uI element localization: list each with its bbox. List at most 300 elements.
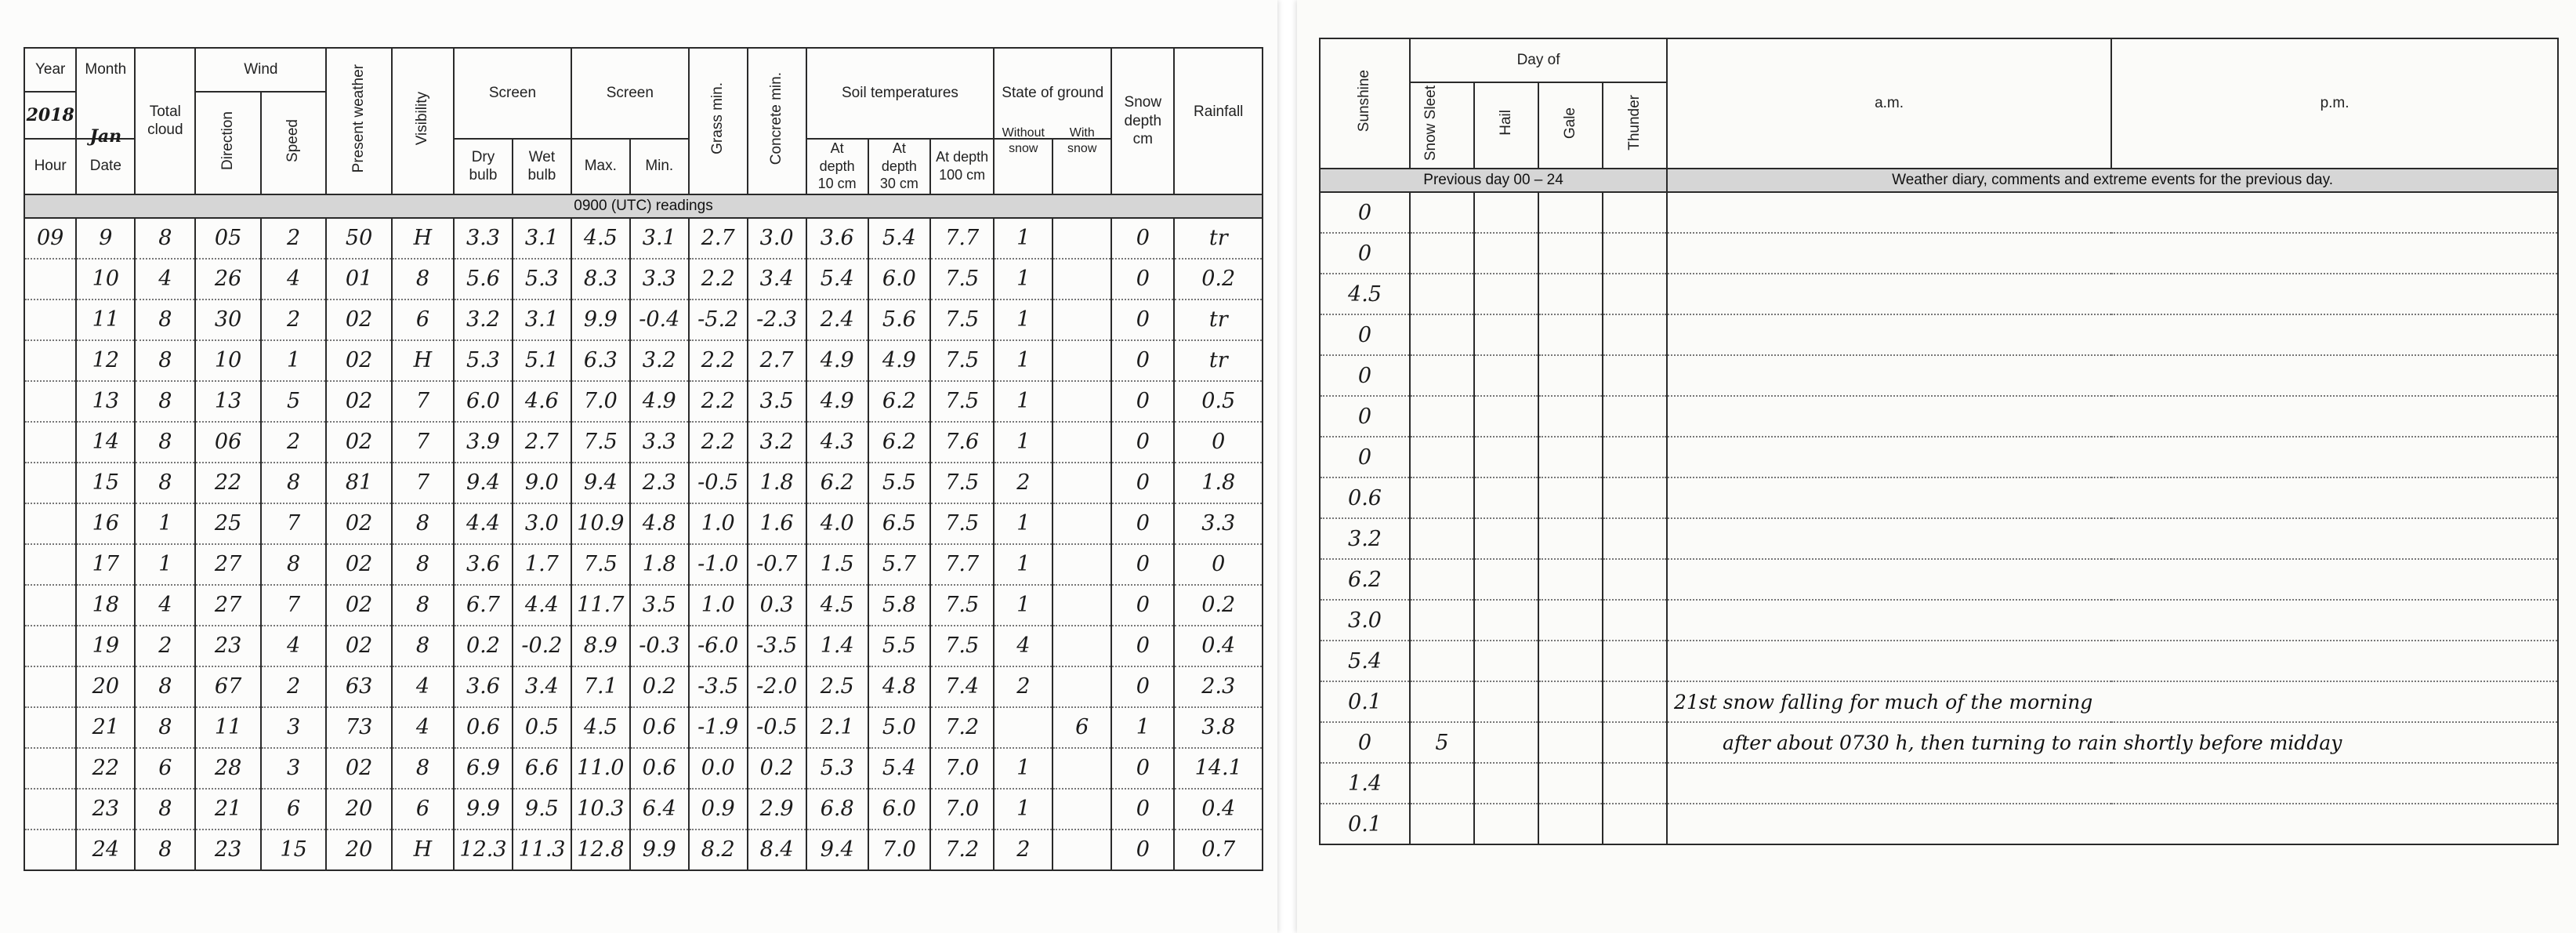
previous-day-band: Previous day 00 – 24 bbox=[1320, 169, 1667, 192]
concrete-min-cell: 0.3 bbox=[748, 585, 806, 626]
visibility-cell: 7 bbox=[392, 463, 454, 503]
wind-direction-cell: 22 bbox=[195, 463, 260, 503]
sunshine-cell: 0 bbox=[1320, 233, 1410, 274]
min-temp-cell: 3.5 bbox=[630, 585, 689, 626]
dry-bulb-cell: 4.4 bbox=[454, 503, 513, 544]
sunshine-cell: 0 bbox=[1320, 192, 1410, 233]
year-header: Year bbox=[24, 48, 76, 92]
date-cell: 19 bbox=[76, 626, 135, 666]
soil-10cm-cell: 1.5 bbox=[806, 544, 868, 585]
hail-cell bbox=[1474, 314, 1538, 355]
with-snow-cell bbox=[1053, 340, 1111, 381]
grass-min-header: Grass min. bbox=[689, 48, 748, 194]
gale-cell bbox=[1538, 233, 1603, 274]
wind-speed-cell: 6 bbox=[261, 789, 327, 830]
hail-cell bbox=[1474, 355, 1538, 396]
wind-direction-cell: 30 bbox=[195, 300, 260, 340]
present-weather-cell: 02 bbox=[326, 422, 391, 463]
without-snow-cell: 1 bbox=[994, 789, 1053, 830]
max-temp-cell: 10.9 bbox=[571, 503, 630, 544]
snow-sleet-cell bbox=[1410, 518, 1474, 559]
wet-bulb-cell: 3.0 bbox=[513, 503, 571, 544]
soil-100cm-cell: 7.6 bbox=[930, 422, 994, 463]
hour-cell bbox=[24, 544, 76, 585]
with-snow-cell: 6 bbox=[1053, 707, 1111, 748]
present-weather-cell: 63 bbox=[326, 666, 391, 707]
cloud-cell: 1 bbox=[135, 503, 195, 544]
rainfall-cell: 1.8 bbox=[1174, 463, 1263, 503]
thunder-cell bbox=[1603, 641, 1667, 681]
rainfall-cell: 3.3 bbox=[1174, 503, 1263, 544]
concrete-min-cell: 2.7 bbox=[748, 340, 806, 381]
grass-min-cell: 2.2 bbox=[689, 381, 748, 422]
date-cell: 14 bbox=[76, 422, 135, 463]
soil-100cm-cell: 7.0 bbox=[930, 748, 994, 789]
max-temp-cell: 9.9 bbox=[571, 300, 630, 340]
wind-speed-cell: 5 bbox=[261, 381, 327, 422]
grass-min-cell: 1.0 bbox=[689, 585, 748, 626]
cloud-cell: 8 bbox=[135, 707, 195, 748]
gale-cell bbox=[1538, 763, 1603, 804]
hour-cell bbox=[24, 381, 76, 422]
soil-30cm-cell: 7.0 bbox=[868, 830, 930, 870]
date-cell: 24 bbox=[76, 830, 135, 870]
rainfall-cell: 0.2 bbox=[1174, 585, 1263, 626]
with-snow-cell bbox=[1053, 381, 1111, 422]
sunshine-cell: 3.2 bbox=[1320, 518, 1410, 559]
wind-direction-cell: 05 bbox=[195, 218, 260, 259]
rainfall-cell: 0.7 bbox=[1174, 830, 1263, 870]
date-cell: 20 bbox=[76, 666, 135, 707]
gale-cell bbox=[1538, 641, 1603, 681]
soil-30cm-cell: 5.0 bbox=[868, 707, 930, 748]
without-snow-cell bbox=[994, 707, 1053, 748]
visibility-cell: 8 bbox=[392, 503, 454, 544]
month-header: Month bbox=[76, 48, 135, 139]
grass-min-cell: 2.2 bbox=[689, 259, 748, 300]
cloud-cell: 6 bbox=[135, 748, 195, 789]
am-header: a.m. bbox=[1667, 38, 2111, 169]
hail-cell bbox=[1474, 641, 1538, 681]
visibility-cell: 4 bbox=[392, 707, 454, 748]
grass-min-cell: -1.9 bbox=[689, 707, 748, 748]
observation-table bbox=[24, 47, 1263, 871]
soil-10cm-cell: 1.4 bbox=[806, 626, 868, 666]
snow-depth-cell: 0 bbox=[1111, 463, 1174, 503]
present-weather-cell: 02 bbox=[326, 503, 391, 544]
concrete-min-cell: -2.0 bbox=[748, 666, 806, 707]
observation-row bbox=[24, 626, 1263, 666]
wind-direction-cell: 28 bbox=[195, 748, 260, 789]
min-temp-cell: 3.3 bbox=[630, 422, 689, 463]
snow-depth-cell: 1 bbox=[1111, 707, 1174, 748]
rainfall-cell: tr bbox=[1174, 300, 1263, 340]
grass-min-cell: 2.7 bbox=[689, 218, 748, 259]
present-weather-cell: 20 bbox=[326, 830, 391, 870]
dry-bulb-cell: 3.2 bbox=[454, 300, 513, 340]
dry-bulb-cell: 5.3 bbox=[454, 340, 513, 381]
gale-cell bbox=[1538, 559, 1603, 600]
cloud-cell: 8 bbox=[135, 789, 195, 830]
diary-entry-cell bbox=[1667, 763, 2558, 804]
concrete-min-cell: 3.2 bbox=[748, 422, 806, 463]
gale-cell bbox=[1538, 192, 1603, 233]
grass-min-cell: 8.2 bbox=[689, 830, 748, 870]
with-snow-cell bbox=[1053, 463, 1111, 503]
thunder-header: Thunder bbox=[1603, 82, 1667, 169]
with-snow-cell bbox=[1053, 585, 1111, 626]
screen-maxmin-header: Screen bbox=[571, 48, 689, 139]
rainfall-cell: 0.5 bbox=[1174, 381, 1263, 422]
gale-cell bbox=[1538, 518, 1603, 559]
rainfall-header: Rainfall bbox=[1174, 48, 1263, 194]
dry-bulb-cell: 3.6 bbox=[454, 544, 513, 585]
soil-30cm-cell: 6.2 bbox=[868, 422, 930, 463]
observation-row bbox=[24, 830, 1263, 870]
soil-100cm-cell: 7.5 bbox=[930, 463, 994, 503]
grass-min-cell: -1.0 bbox=[689, 544, 748, 585]
max-temp-cell: 4.5 bbox=[571, 707, 630, 748]
date-cell: 15 bbox=[76, 463, 135, 503]
wind-speed-cell: 7 bbox=[261, 503, 327, 544]
wind-direction-cell: 21 bbox=[195, 789, 260, 830]
visibility-cell: 8 bbox=[392, 544, 454, 585]
snow-sleet-cell bbox=[1410, 274, 1474, 314]
soil-30cm-header: At depth 30 cm bbox=[868, 139, 930, 194]
snow-depth-cell: 0 bbox=[1111, 340, 1174, 381]
cloud-cell: 8 bbox=[135, 422, 195, 463]
speed-header: Speed bbox=[261, 92, 327, 194]
snow-sleet-cell bbox=[1410, 600, 1474, 641]
year-value: 2018 bbox=[24, 92, 76, 139]
dry-bulb-cell: 6.0 bbox=[454, 381, 513, 422]
diary-row bbox=[1320, 804, 2558, 844]
grass-min-cell: 0.9 bbox=[689, 789, 748, 830]
snow-depth-cell: 0 bbox=[1111, 748, 1174, 789]
cloud-cell: 1 bbox=[135, 544, 195, 585]
min-temp-cell: -0.3 bbox=[630, 626, 689, 666]
gale-header: Gale bbox=[1538, 82, 1603, 169]
visibility-header: Visibility bbox=[392, 48, 454, 194]
snow-sleet-cell bbox=[1410, 437, 1474, 477]
diary-entry-cell bbox=[1667, 518, 2558, 559]
visibility-cell: 8 bbox=[392, 626, 454, 666]
observation-row bbox=[24, 422, 1263, 463]
snow-depth-cell: 0 bbox=[1111, 626, 1174, 666]
wind-speed-cell: 3 bbox=[261, 748, 327, 789]
snow-depth-cell: 0 bbox=[1111, 789, 1174, 830]
wet-bulb-header: Wet bulb bbox=[513, 139, 571, 194]
with-snow-cell bbox=[1053, 748, 1111, 789]
hour-cell bbox=[24, 259, 76, 300]
wind-direction-cell: 27 bbox=[195, 544, 260, 585]
gale-cell bbox=[1538, 437, 1603, 477]
observation-row bbox=[24, 789, 1263, 830]
diary-row bbox=[1320, 763, 2558, 804]
snow-depth-cell: 0 bbox=[1111, 666, 1174, 707]
with-snow-cell bbox=[1053, 503, 1111, 544]
min-temp-cell: 4.9 bbox=[630, 381, 689, 422]
soil-10cm-cell: 4.9 bbox=[806, 340, 868, 381]
snow-depth-cell: 0 bbox=[1111, 544, 1174, 585]
dry-bulb-cell: 0.6 bbox=[454, 707, 513, 748]
dry-bulb-cell: 3.9 bbox=[454, 422, 513, 463]
wet-bulb-cell: 1.7 bbox=[513, 544, 571, 585]
grass-min-cell: -0.5 bbox=[689, 463, 748, 503]
min-temp-cell: 0.6 bbox=[630, 748, 689, 789]
cloud-cell: 4 bbox=[135, 259, 195, 300]
min-temp-cell: 3.2 bbox=[630, 340, 689, 381]
without-snow-cell: 1 bbox=[994, 422, 1053, 463]
date-cell: 16 bbox=[76, 503, 135, 544]
cloud-cell: 8 bbox=[135, 463, 195, 503]
wind-direction-cell: 25 bbox=[195, 503, 260, 544]
wet-bulb-cell: 4.4 bbox=[513, 585, 571, 626]
gale-cell bbox=[1538, 355, 1603, 396]
gale-cell bbox=[1538, 396, 1603, 437]
snow-sleet-cell bbox=[1410, 641, 1474, 681]
with-snow-cell bbox=[1053, 626, 1111, 666]
hail-cell bbox=[1474, 763, 1538, 804]
dry-bulb-header: Dry bulb bbox=[454, 139, 513, 194]
wind-header: Wind bbox=[195, 48, 326, 92]
max-header: Max. bbox=[571, 139, 630, 194]
without-snow-cell: 2 bbox=[994, 830, 1053, 870]
soil-30cm-cell: 6.2 bbox=[868, 381, 930, 422]
hail-cell bbox=[1474, 518, 1538, 559]
diary-entry-cell: after about 0730 h, then turning to rain shortly before midday bbox=[1667, 722, 2558, 763]
hail-cell bbox=[1474, 681, 1538, 722]
soil-10cm-cell: 4.3 bbox=[806, 422, 868, 463]
soil-30cm-cell: 5.4 bbox=[868, 218, 930, 259]
hail-cell bbox=[1474, 274, 1538, 314]
soil-100cm-cell: 7.7 bbox=[930, 218, 994, 259]
wind-speed-cell: 3 bbox=[261, 707, 327, 748]
weather-diary-band: Weather diary, comments and extreme events for the previous day. bbox=[1667, 169, 2558, 192]
present-weather-cell: 20 bbox=[326, 789, 391, 830]
soil-30cm-cell: 5.5 bbox=[868, 626, 930, 666]
without-snow-cell: 2 bbox=[994, 666, 1053, 707]
max-temp-cell: 7.1 bbox=[571, 666, 630, 707]
date-cell: 13 bbox=[76, 381, 135, 422]
thunder-cell bbox=[1603, 600, 1667, 641]
wind-speed-cell: 2 bbox=[261, 218, 327, 259]
with-snow-header: With snow bbox=[1053, 139, 1111, 194]
visibility-cell: 4 bbox=[392, 666, 454, 707]
with-snow-cell bbox=[1053, 422, 1111, 463]
soil-100cm-cell: 7.5 bbox=[930, 626, 994, 666]
sunshine-cell: 4.5 bbox=[1320, 274, 1410, 314]
soil-30cm-cell: 6.0 bbox=[868, 789, 930, 830]
date-cell: 12 bbox=[76, 340, 135, 381]
date-cell: 9 bbox=[76, 218, 135, 259]
concrete-min-cell: 3.5 bbox=[748, 381, 806, 422]
soil-10cm-cell: 4.9 bbox=[806, 381, 868, 422]
present-weather-cell: 50 bbox=[326, 218, 391, 259]
diary-row bbox=[1320, 314, 2558, 355]
concrete-min-cell: 2.9 bbox=[748, 789, 806, 830]
soil-100cm-cell: 7.2 bbox=[930, 830, 994, 870]
max-temp-cell: 8.3 bbox=[571, 259, 630, 300]
diary-row bbox=[1320, 437, 2558, 477]
soil-10cm-cell: 6.2 bbox=[806, 463, 868, 503]
wind-direction-cell: 23 bbox=[195, 830, 260, 870]
soil-30cm-cell: 6.5 bbox=[868, 503, 930, 544]
wet-bulb-cell: 4.6 bbox=[513, 381, 571, 422]
dry-bulb-cell: 3.6 bbox=[454, 666, 513, 707]
wind-direction-cell: 10 bbox=[195, 340, 260, 381]
visibility-cell: H bbox=[392, 830, 454, 870]
concrete-min-cell: 0.2 bbox=[748, 748, 806, 789]
with-snow-cell bbox=[1053, 218, 1111, 259]
wet-bulb-cell: 3.1 bbox=[513, 218, 571, 259]
soil-10cm-cell: 5.4 bbox=[806, 259, 868, 300]
cloud-cell: 8 bbox=[135, 340, 195, 381]
sunshine-cell: 0 bbox=[1320, 396, 1410, 437]
sunshine-header: Sunshine bbox=[1320, 38, 1410, 169]
dry-bulb-cell: 9.4 bbox=[454, 463, 513, 503]
soil-10cm-cell: 4.0 bbox=[806, 503, 868, 544]
diary-entry-cell bbox=[1667, 355, 2558, 396]
diary-row bbox=[1320, 233, 2558, 274]
sunshine-cell: 0 bbox=[1320, 314, 1410, 355]
cloud-cell: 8 bbox=[135, 218, 195, 259]
without-snow-cell: 1 bbox=[994, 544, 1053, 585]
observation-row bbox=[24, 259, 1263, 300]
soil-30cm-cell: 4.8 bbox=[868, 666, 930, 707]
visibility-cell: H bbox=[392, 218, 454, 259]
observation-row bbox=[24, 300, 1263, 340]
rainfall-cell: 0 bbox=[1174, 422, 1263, 463]
soil-100cm-cell: 7.5 bbox=[930, 340, 994, 381]
grass-min-cell: 1.0 bbox=[689, 503, 748, 544]
thunder-cell bbox=[1603, 477, 1667, 518]
soil-30cm-cell: 5.6 bbox=[868, 300, 930, 340]
grass-min-cell: 2.2 bbox=[689, 340, 748, 381]
max-temp-cell: 6.3 bbox=[571, 340, 630, 381]
sunshine-cell: 6.2 bbox=[1320, 559, 1410, 600]
wind-direction-cell: 27 bbox=[195, 585, 260, 626]
max-temp-cell: 7.5 bbox=[571, 544, 630, 585]
min-temp-cell: 9.9 bbox=[630, 830, 689, 870]
dry-bulb-cell: 12.3 bbox=[454, 830, 513, 870]
concrete-min-cell: -2.3 bbox=[748, 300, 806, 340]
soil-30cm-cell: 4.9 bbox=[868, 340, 930, 381]
wind-speed-cell: 2 bbox=[261, 300, 327, 340]
rainfall-cell: 0.2 bbox=[1174, 259, 1263, 300]
max-temp-cell: 7.0 bbox=[571, 381, 630, 422]
rainfall-cell: 14.1 bbox=[1174, 748, 1263, 789]
diary-entry-cell bbox=[1667, 559, 2558, 600]
without-snow-cell: 1 bbox=[994, 340, 1053, 381]
hail-cell bbox=[1474, 477, 1538, 518]
state-of-ground-header: State of ground bbox=[994, 48, 1111, 139]
rainfall-cell: 3.8 bbox=[1174, 707, 1263, 748]
present-weather-cell: 73 bbox=[326, 707, 391, 748]
visibility-cell: 6 bbox=[392, 789, 454, 830]
dry-bulb-cell: 6.9 bbox=[454, 748, 513, 789]
hour-cell bbox=[24, 707, 76, 748]
soil-100cm-cell: 7.5 bbox=[930, 585, 994, 626]
diary-row bbox=[1320, 681, 2558, 722]
thunder-cell bbox=[1603, 314, 1667, 355]
soil-100cm-cell: 7.0 bbox=[930, 789, 994, 830]
thunder-cell bbox=[1603, 763, 1667, 804]
gale-cell bbox=[1538, 681, 1603, 722]
snow-depth-cell: 0 bbox=[1111, 300, 1174, 340]
wind-direction-cell: 23 bbox=[195, 626, 260, 666]
snow-sleet-cell bbox=[1410, 559, 1474, 600]
present-weather-cell: 02 bbox=[326, 340, 391, 381]
soil-100cm-cell: 7.5 bbox=[930, 259, 994, 300]
concrete-min-cell: 3.0 bbox=[748, 218, 806, 259]
wind-speed-cell: 1 bbox=[261, 340, 327, 381]
observation-row bbox=[24, 503, 1263, 544]
snow-sleet-cell bbox=[1410, 396, 1474, 437]
grass-min-cell: 2.2 bbox=[689, 422, 748, 463]
soil-100cm-cell: 7.5 bbox=[930, 300, 994, 340]
with-snow-cell bbox=[1053, 666, 1111, 707]
observation-row bbox=[24, 585, 1263, 626]
hail-cell bbox=[1474, 233, 1538, 274]
wet-bulb-cell: 2.7 bbox=[513, 422, 571, 463]
observation-row bbox=[24, 544, 1263, 585]
min-temp-cell: 4.8 bbox=[630, 503, 689, 544]
diary-entry-cell bbox=[1667, 437, 2558, 477]
rainfall-cell: 0.4 bbox=[1174, 789, 1263, 830]
left-page bbox=[0, 0, 1277, 933]
thunder-cell bbox=[1603, 722, 1667, 763]
wind-direction-cell: 26 bbox=[195, 259, 260, 300]
sunshine-cell: 0 bbox=[1320, 355, 1410, 396]
thunder-cell bbox=[1603, 233, 1667, 274]
wet-bulb-cell: 9.0 bbox=[513, 463, 571, 503]
snow-sleet-cell bbox=[1410, 233, 1474, 274]
thunder-cell bbox=[1603, 192, 1667, 233]
diary-table bbox=[1319, 38, 2559, 845]
observation-row bbox=[24, 666, 1263, 707]
snow-sleet-cell bbox=[1410, 804, 1474, 844]
wet-bulb-cell: 9.5 bbox=[513, 789, 571, 830]
max-temp-cell: 4.5 bbox=[571, 218, 630, 259]
visibility-cell: 7 bbox=[392, 381, 454, 422]
hour-cell bbox=[24, 830, 76, 870]
rainfall-cell: tr bbox=[1174, 340, 1263, 381]
diary-row bbox=[1320, 355, 2558, 396]
direction-header: Direction bbox=[195, 92, 260, 194]
max-temp-cell: 8.9 bbox=[571, 626, 630, 666]
thunder-cell bbox=[1603, 804, 1667, 844]
diary-row bbox=[1320, 600, 2558, 641]
thunder-cell bbox=[1603, 396, 1667, 437]
with-snow-cell bbox=[1053, 259, 1111, 300]
diary-row bbox=[1320, 518, 2558, 559]
min-temp-cell: 0.6 bbox=[630, 707, 689, 748]
dry-bulb-cell: 5.6 bbox=[454, 259, 513, 300]
visibility-cell: 8 bbox=[392, 259, 454, 300]
cloud-cell: 8 bbox=[135, 830, 195, 870]
cloud-cell: 8 bbox=[135, 381, 195, 422]
wet-bulb-cell: 5.1 bbox=[513, 340, 571, 381]
diary-row bbox=[1320, 192, 2558, 233]
soil-100cm-cell: 7.2 bbox=[930, 707, 994, 748]
diary-row bbox=[1320, 477, 2558, 518]
hail-cell bbox=[1474, 722, 1538, 763]
thunder-cell bbox=[1603, 437, 1667, 477]
sunshine-cell: 5.4 bbox=[1320, 641, 1410, 681]
soil-30cm-cell: 5.4 bbox=[868, 748, 930, 789]
wind-speed-cell: 15 bbox=[261, 830, 327, 870]
